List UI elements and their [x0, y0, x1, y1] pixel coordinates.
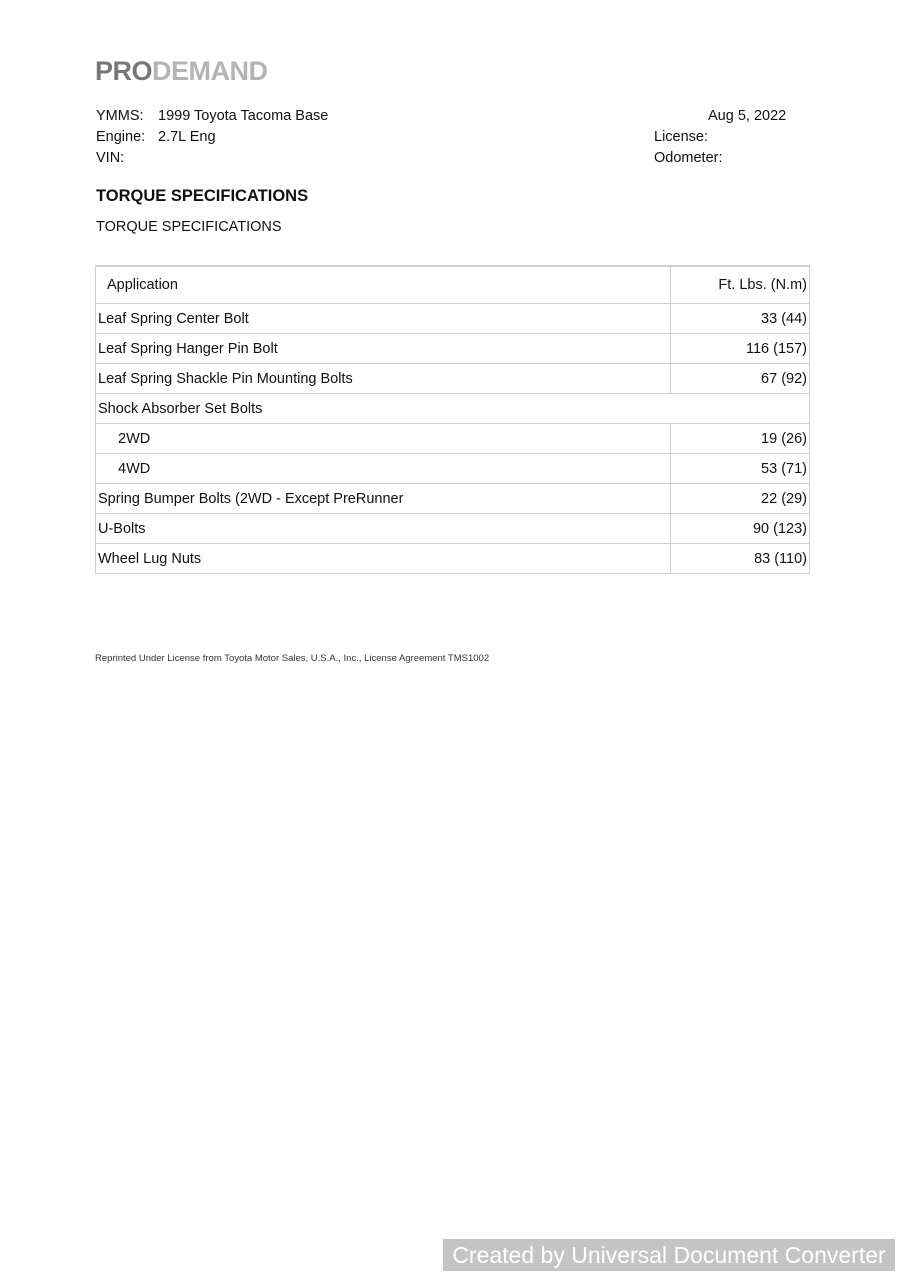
table-row	[96, 514, 810, 544]
engine-row	[96, 127, 328, 148]
license-footer: Reprinted Under License from Toyota Motor Sales, U.S.A., Inc., License Agreement TMS1002	[95, 653, 490, 664]
application-cell: U-Bolts	[96, 514, 671, 544]
ymms-value: 1999 Toyota Tacoma Base	[158, 108, 329, 124]
page-title: TORQUE SPECIFICATIONS	[96, 187, 309, 205]
table-row	[96, 334, 810, 364]
table-row	[96, 424, 810, 454]
vin-label: VIN:	[96, 150, 125, 166]
header-application: Application	[96, 266, 671, 304]
application-cell: Leaf Spring Center Bolt	[96, 304, 671, 334]
engine-value: 2.7L Eng	[158, 129, 216, 145]
torque-value-cell: 67 (92)	[671, 364, 810, 394]
torque-value-cell: 19 (26)	[671, 424, 810, 454]
torque-value-cell: 22 (29)	[671, 484, 810, 514]
torque-spec-table	[95, 265, 810, 574]
application-cell: Spring Bumper Bolts (2WD - Except PreRunner	[96, 484, 671, 514]
prodemand-logo	[95, 56, 268, 86]
torque-value-cell: 116 (157)	[671, 334, 810, 364]
application-cell: Wheel Lug Nuts	[96, 544, 671, 574]
logo-demand: DEMAND	[152, 56, 268, 86]
application-cell: 4WD	[96, 454, 671, 484]
torque-value-cell: 83 (110)	[671, 544, 810, 574]
report-date: Aug 5, 2022	[708, 108, 787, 124]
ymms-row	[96, 106, 328, 127]
header-torque-value: Ft. Lbs. (N.m)	[671, 266, 810, 304]
torque-value-cell: 90 (123)	[671, 514, 810, 544]
table-row	[96, 544, 810, 574]
application-cell: Leaf Spring Hanger Pin Bolt	[96, 334, 671, 364]
vehicle-info-right	[654, 127, 723, 169]
table-header-row	[96, 266, 810, 304]
table-row	[96, 484, 810, 514]
vin-row	[96, 148, 328, 169]
torque-value-cell: 53 (71)	[671, 454, 810, 484]
table-row	[96, 304, 810, 334]
section-subtitle: TORQUE SPECIFICATIONS	[96, 219, 282, 235]
logo-pro: PRO	[95, 56, 153, 86]
application-cell: 2WD	[96, 424, 671, 454]
ymms-label: YMMS:	[96, 108, 144, 124]
group-heading-cell: Shock Absorber Set Bolts	[96, 394, 810, 424]
converter-watermark: Created by Universal Document Converter	[443, 1239, 895, 1271]
odometer-label: Odometer:	[654, 150, 723, 166]
table-row	[96, 364, 810, 394]
engine-label: Engine:	[96, 129, 146, 145]
license-label: License:	[654, 129, 709, 145]
application-cell: Leaf Spring Shackle Pin Mounting Bolts	[96, 364, 671, 394]
torque-value-cell: 33 (44)	[671, 304, 810, 334]
table-group-row	[96, 394, 810, 424]
table-row	[96, 454, 810, 484]
vehicle-info	[96, 106, 328, 169]
